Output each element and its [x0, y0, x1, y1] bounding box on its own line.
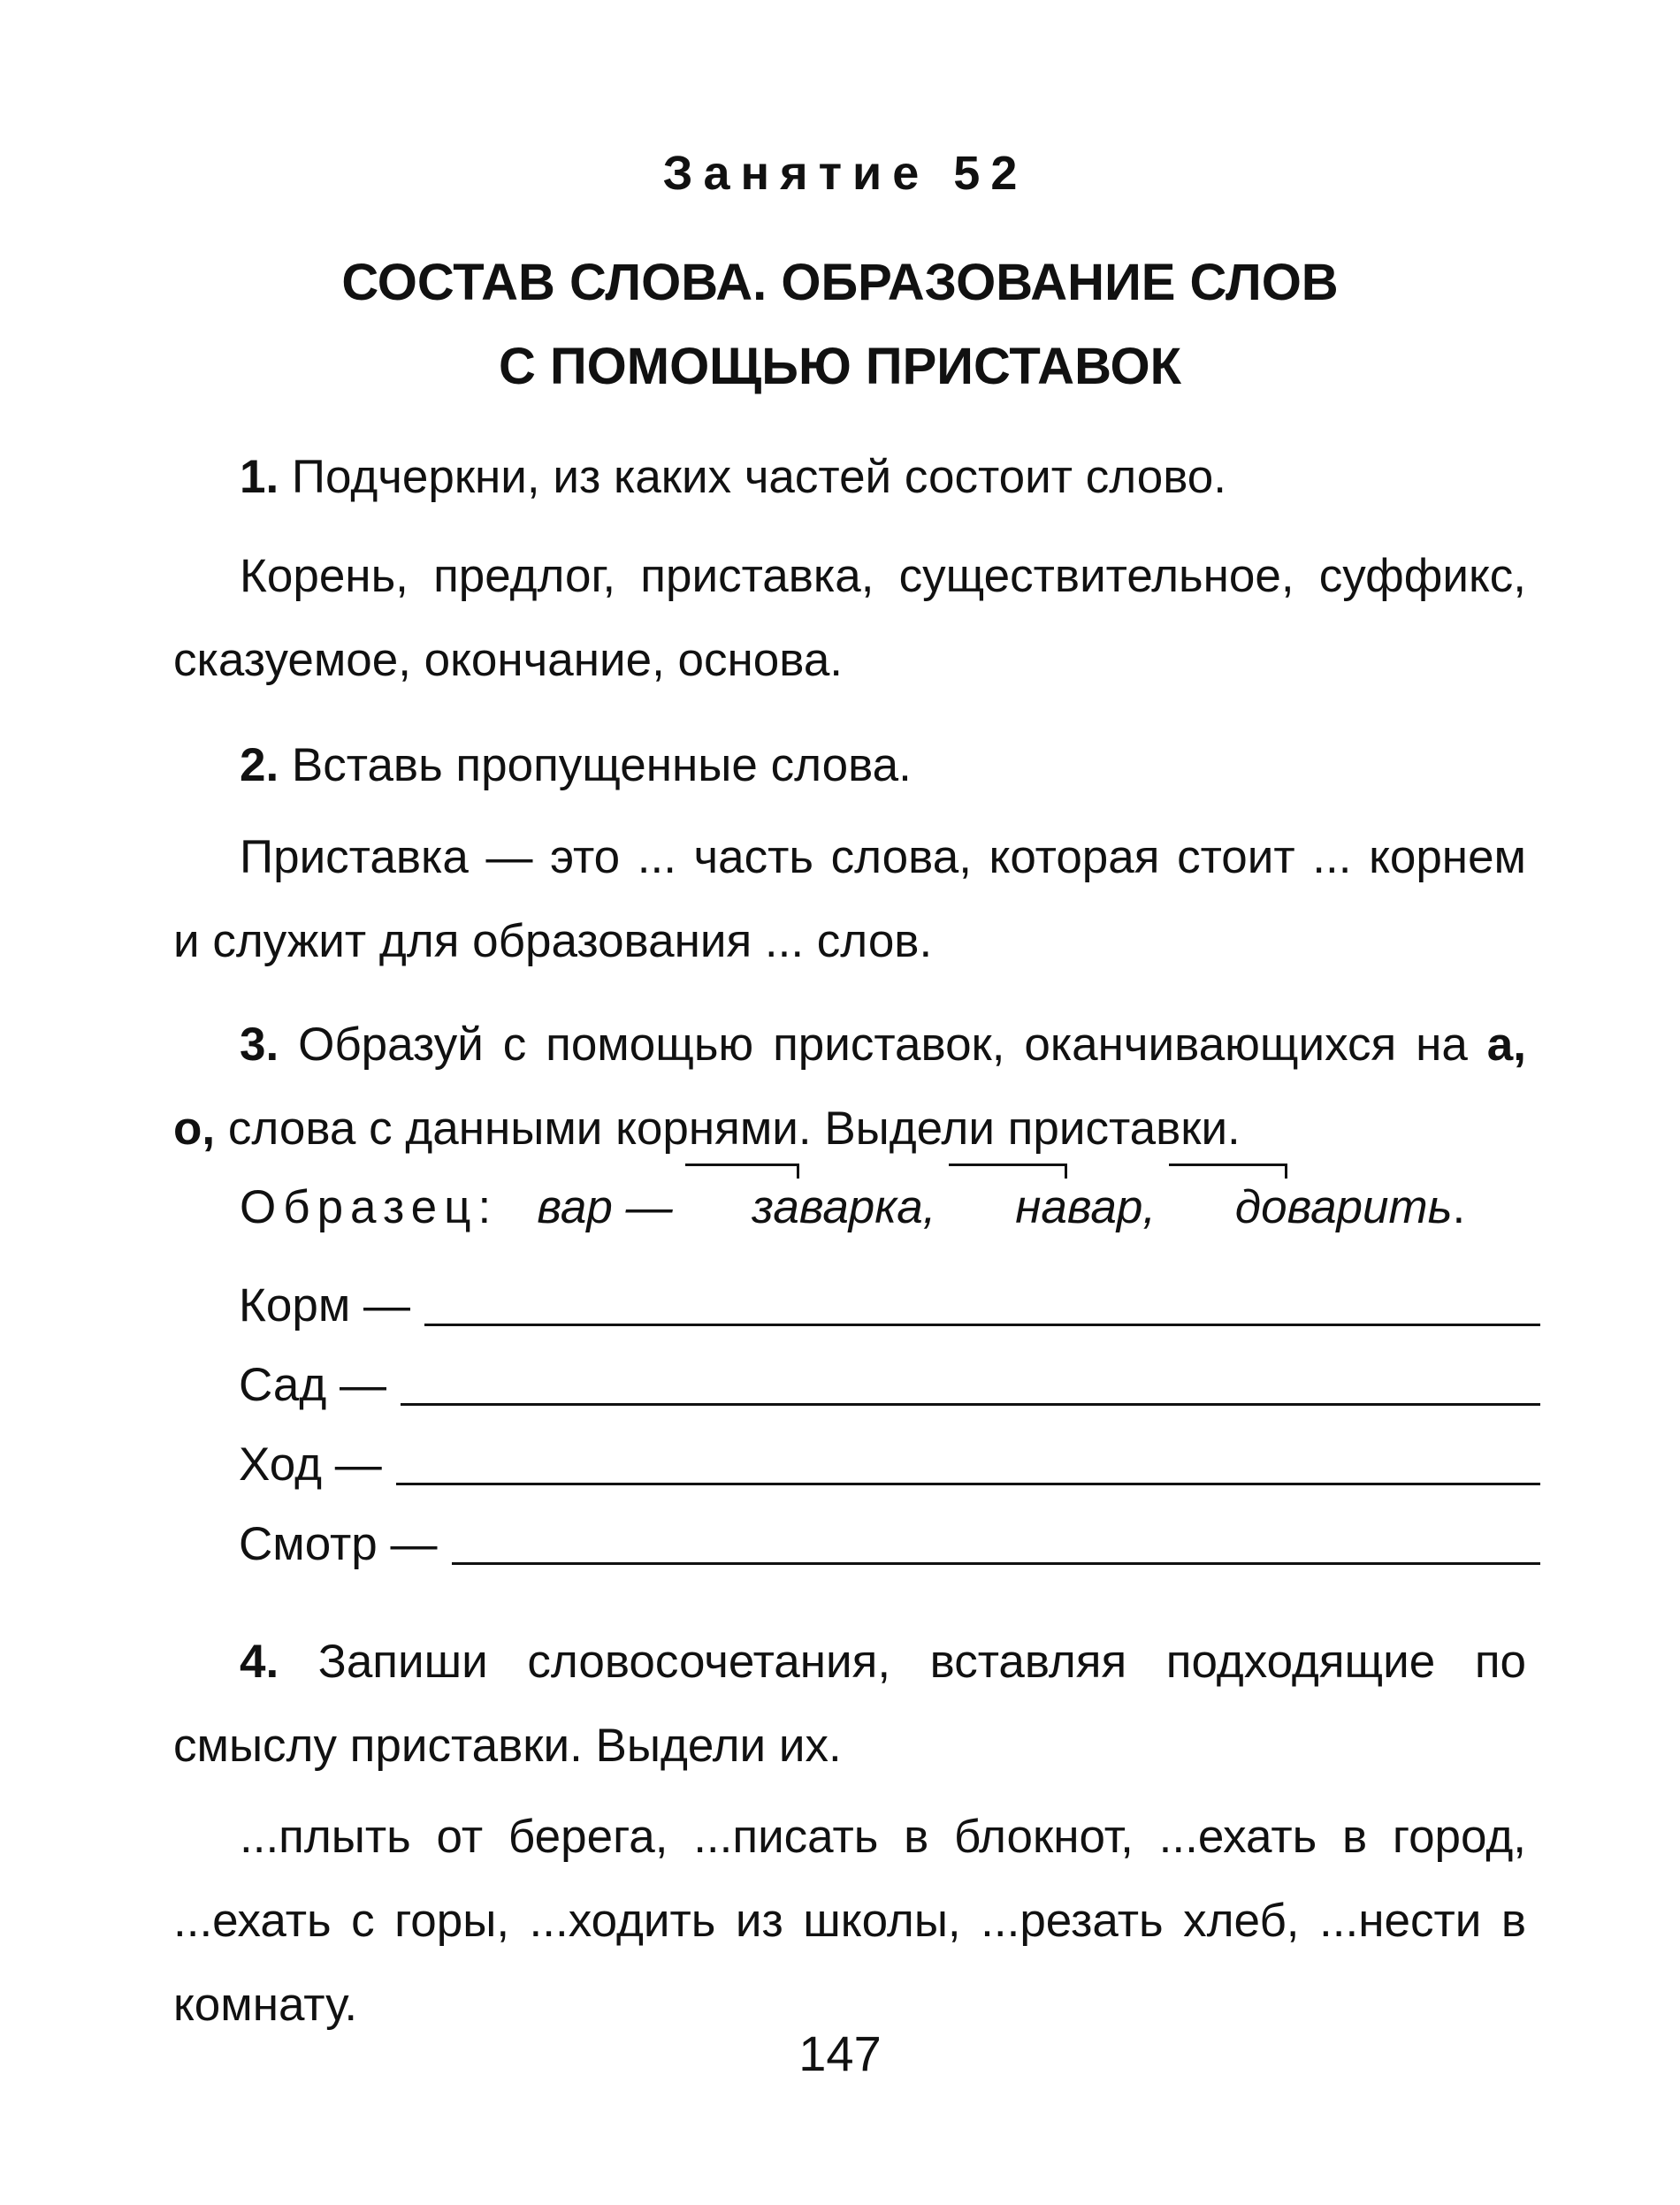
task-3-bold-letters: а, о,: [173, 1019, 1526, 1155]
task-3-sample: [173, 1165, 1526, 1249]
sample-word-2: [949, 1181, 1169, 1233]
task-1-instruction: [173, 435, 1526, 519]
page-title: [0, 240, 1680, 408]
task-1-body: Корень, предлог, приставка, существительное, суффикс, сказуемое, окончание, основа.: [173, 550, 1526, 686]
answer-label-korm: Корм —: [239, 1279, 410, 1331]
answer-line-smotr[interactable]: [452, 1559, 1541, 1565]
prefix-mark-1: за: [685, 1165, 799, 1249]
task-4-text: Запиши словосочетания, вставляя подходящие по смыслу приставки. Выдели их.: [173, 1636, 1526, 1772]
sample-word-1-rest: варка,: [798, 1181, 950, 1233]
task-1-text: Подчеркни, из каких частей состоит слово.: [279, 451, 1226, 503]
prefix-mark-3: до: [1169, 1165, 1287, 1249]
answer-row-sad: [239, 1346, 1540, 1425]
answer-label-smotr: Смотр —: [239, 1518, 438, 1570]
task-3-number: 3.: [240, 1019, 279, 1071]
answer-line-sad[interactable]: [401, 1400, 1540, 1406]
task-2-body: Приставка — это ... часть слова, которая стоит ... корнем и служит для образования ... слов.: [173, 831, 1526, 967]
task-3-text-a: Образуй с помощью приставок, оканчивающихся на: [279, 1019, 1487, 1071]
lesson-number: Занятие 52: [662, 147, 1028, 200]
prefix-mark-2: на: [949, 1165, 1067, 1249]
task-2-instruction: [173, 723, 1526, 807]
sample-word-1: [685, 1181, 949, 1233]
sample-word-3-rest: варить: [1287, 1181, 1453, 1233]
answer-label-sad: Сад —: [239, 1359, 386, 1411]
sample-root: вар —: [537, 1181, 686, 1233]
task-3-instruction: [173, 1003, 1526, 1171]
answer-row-korm: [239, 1266, 1540, 1346]
answer-line-korm[interactable]: [424, 1320, 1540, 1326]
sample-label: Образец:: [240, 1181, 499, 1233]
task-4-number: 4.: [240, 1636, 279, 1688]
sample-word-3: [1169, 1181, 1453, 1233]
page-number: 147: [798, 2026, 882, 2081]
answer-row-smotr: [239, 1505, 1540, 1584]
answer-row-khod: [239, 1425, 1540, 1505]
task-4-body: ...плыть от берега, ...писать в блокнот, ...ехать в город, ...ехать с горы, ...ходить из школы, ...резать хлеб, ...нести в комнату.: [173, 1811, 1526, 2031]
answer-label-khod: Ход —: [239, 1438, 382, 1491]
sample-word-2-rest: вар,: [1066, 1181, 1169, 1233]
title-line-2: С ПОМОЩЬЮ ПРИСТАВОК: [498, 338, 1182, 395]
task-4-instruction: [173, 1620, 1526, 1788]
task-2-number: 2.: [240, 739, 279, 791]
answer-line-khod[interactable]: [396, 1479, 1540, 1485]
task-1-number: 1.: [240, 451, 279, 503]
sample-end: .: [1452, 1181, 1466, 1233]
task-2-text: Вставь пропущенные слова.: [279, 739, 912, 791]
task-3-text-b: слова с данными корнями. Выдели приставки.: [215, 1102, 1241, 1155]
title-line-1: СОСТАВ СЛОВА. ОБРАЗОВАНИЕ СЛОВ: [341, 254, 1339, 311]
